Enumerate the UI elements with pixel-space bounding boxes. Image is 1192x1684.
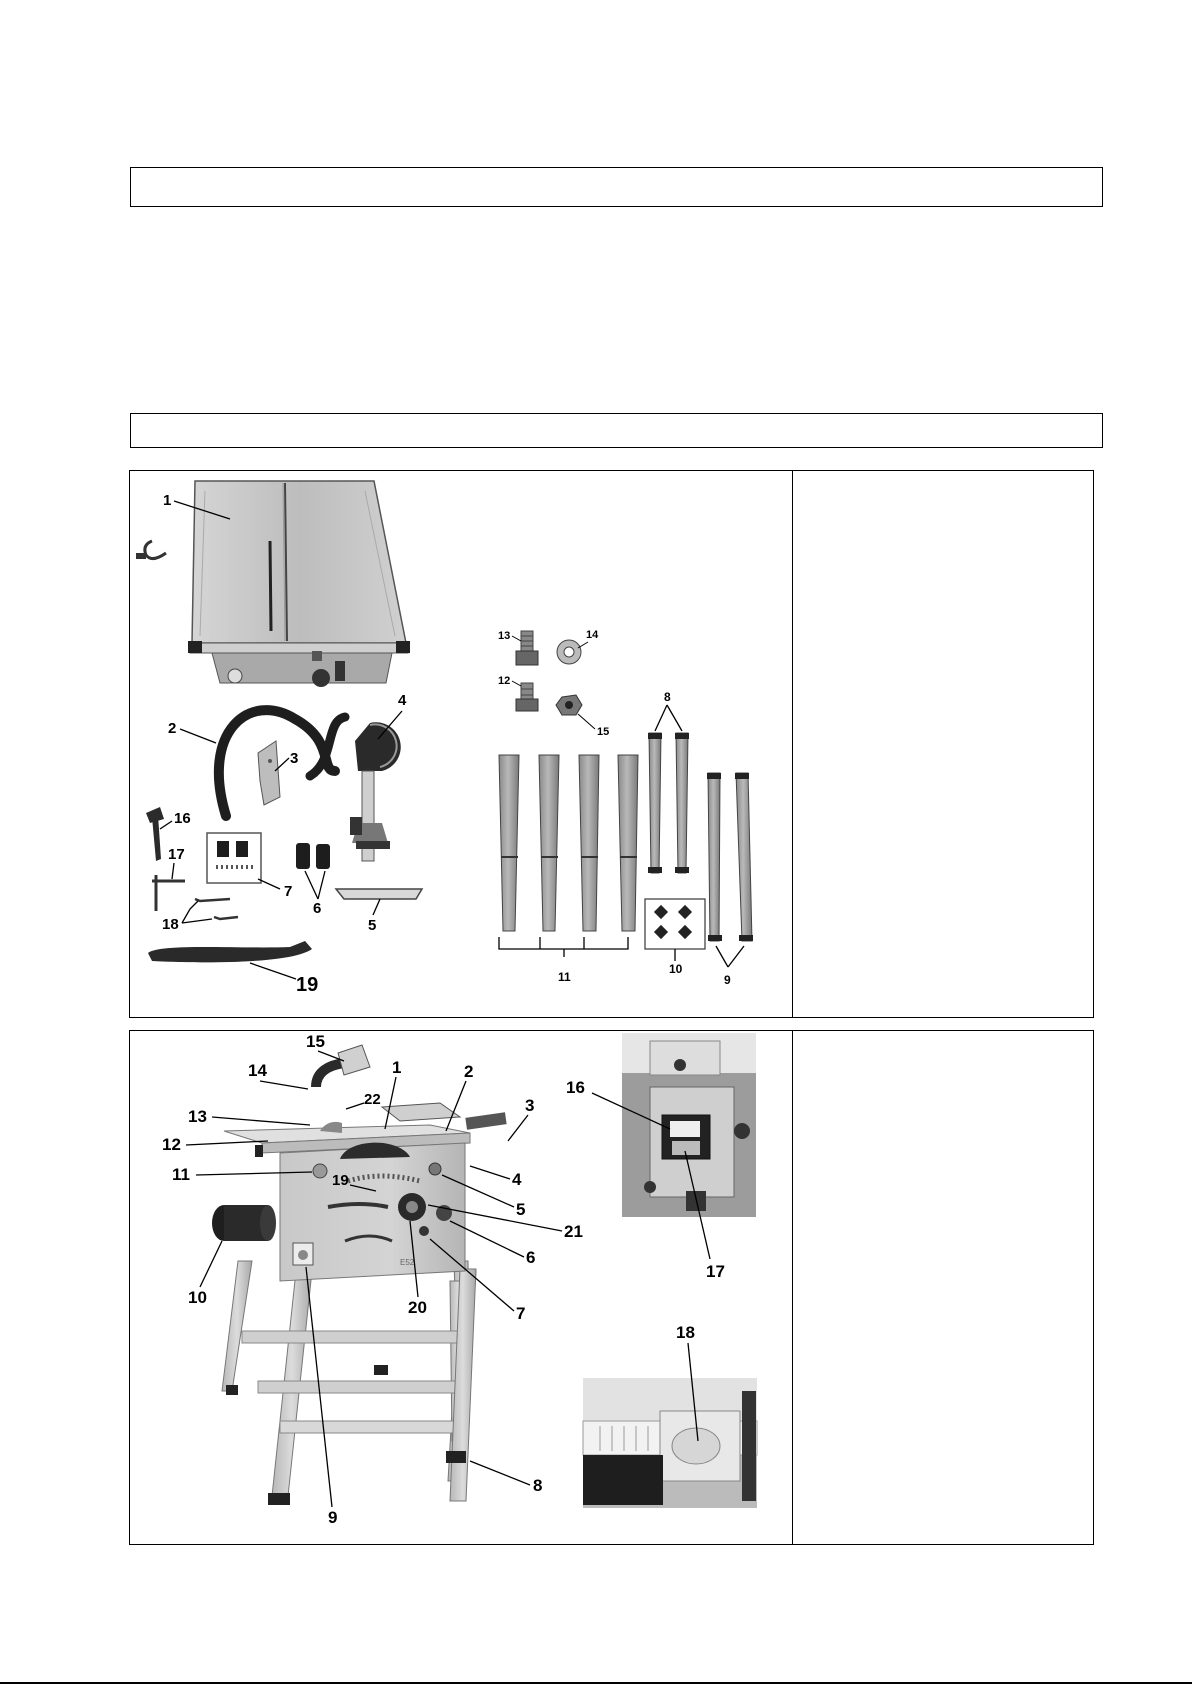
callout-9 [716,946,744,987]
svg-text:19: 19 [296,974,319,996]
callout-13 [188,1107,310,1126]
header-box-second [130,413,1103,448]
callout-13 [498,630,521,642]
svg-text:10: 10 [669,962,683,976]
svg-text:2: 2 [168,720,177,737]
svg-text:3: 3 [525,1096,535,1115]
bolt-short-image [516,683,538,711]
callout-7 [258,879,292,900]
allen-keys-image [195,899,238,919]
svg-text:13: 13 [188,1107,207,1126]
svg-text:13: 13 [498,630,511,642]
callout-18 [162,901,212,933]
parts-figure-drawing [130,471,792,1017]
bolt-long-image [516,631,538,665]
svg-text:3: 3 [290,750,299,767]
dust-hose-image [219,710,345,816]
svg-text:14: 14 [586,629,599,641]
svg-text:16: 16 [566,1078,585,1097]
callout-8 [655,690,682,731]
svg-text:5: 5 [368,917,377,934]
push-tray-image [336,889,422,899]
svg-text:11: 11 [172,1165,190,1184]
callout-3 [275,750,298,771]
header-box-top [130,167,1103,207]
callout-10 [188,1241,222,1307]
callout-7 [430,1239,525,1323]
svg-text:7: 7 [284,883,293,900]
svg-text:21: 21 [564,1222,583,1241]
saw-stand-image [222,1261,476,1505]
short-braces-image [707,773,753,941]
svg-text:8: 8 [533,1476,543,1495]
svg-text:12: 12 [498,675,511,687]
callout-19 [250,963,318,996]
blade-cover-image [148,941,312,962]
hardware-set-image [207,833,261,883]
panel-divider [792,471,793,1017]
callout-22 [346,1091,381,1109]
switch-inset-photo [622,1033,756,1217]
svg-text:8: 8 [664,690,671,704]
saw-body-image [212,1045,507,1281]
saw-table-image [136,481,410,687]
svg-text:14: 14 [248,1061,267,1080]
svg-text:6: 6 [526,1248,536,1267]
svg-text:4: 4 [398,692,407,709]
parts-figure-panel [129,470,1094,1018]
washer-image [557,640,581,664]
callout-3 [508,1096,534,1141]
svg-text:9: 9 [328,1508,338,1527]
callout-15 [578,714,609,738]
stand-legs-image [499,755,638,931]
assembled-saw-drawing [130,1031,792,1544]
svg-text:4: 4 [512,1170,522,1189]
svg-text:1: 1 [392,1058,402,1077]
svg-text:12: 12 [162,1135,181,1154]
rubber-feet-image [296,843,330,869]
callout-8 [470,1461,542,1495]
callout-10 [669,949,683,976]
svg-text:10: 10 [188,1288,207,1307]
callout-4 [470,1166,522,1189]
svg-text:17: 17 [706,1262,725,1281]
callout-17 [168,846,185,879]
svg-text:16: 16 [174,810,191,827]
callout-11 [499,937,628,984]
svg-text:7: 7 [516,1304,526,1323]
svg-text:15: 15 [306,1032,325,1051]
nut-image [556,695,582,715]
svg-text:18: 18 [162,916,179,933]
svg-text:1: 1 [163,492,172,509]
svg-text:18: 18 [676,1323,695,1342]
callout-15 [306,1032,344,1061]
callout-5 [368,899,380,934]
panel-divider [792,1031,793,1544]
hex-key-image [152,875,185,911]
svg-text:5: 5 [516,1200,526,1219]
callout-14 [578,629,599,648]
svg-text:6: 6 [313,900,322,917]
svg-text:11: 11 [558,970,571,984]
svg-text:20: 20 [408,1298,427,1317]
callout-16 [160,810,191,829]
svg-text:15: 15 [597,726,610,738]
callout-9 [306,1267,337,1527]
wrench-image [146,807,164,861]
saw-display-readout: E52 [400,1258,415,1267]
svg-text:2: 2 [464,1062,474,1081]
svg-text:22: 22 [364,1091,381,1108]
svg-text:9: 9 [724,973,731,987]
svg-text:19: 19 [332,1172,349,1189]
long-braces-image [648,733,689,873]
scale-inset-photo [583,1378,757,1508]
callout-12 [498,675,521,687]
callout-14 [248,1061,308,1089]
stand-feet-image [645,899,705,949]
blade-guard-image [350,722,401,861]
riving-knife-image [258,741,280,805]
assembled-saw-panel [129,1030,1094,1545]
callout-2 [168,720,216,743]
svg-text:17: 17 [168,846,185,863]
callout-6 [305,871,325,917]
